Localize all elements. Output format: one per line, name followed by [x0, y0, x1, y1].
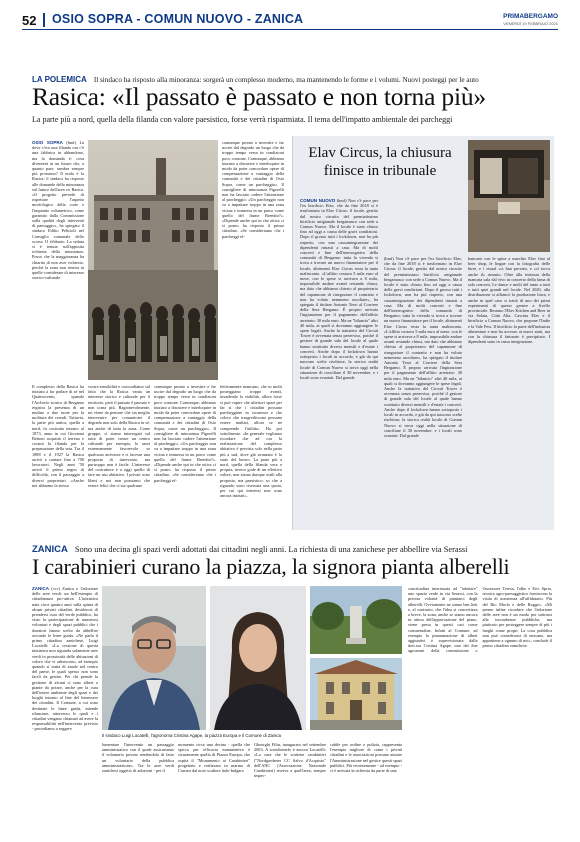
page-header — [0, 0, 580, 32]
story1-column-3: vostra sensibilità e concordiamo sul fatto che la Rasica vanta un interesse storico e culturale per il territorio, però il passato è passato e non torna più. Ragionevolmente, mi viene da pensare che sia meglio intervenire per comunicare il degrado non solo della Rasica in sé, ma anche di tutta la zona. Come gruppo, ci siamo interrogati sul tutto di poter creare un centro culturale per esempio, lo sarei estremamente favorevole se qualcuno arrivasse e ci facesse una proposta di intervento, ma purtroppo non è facile. L'interesse del costruttore è a oggi quello di fare un uso abitativo. I privati sono liberi e noi non possiamo che essere felici che ci sia qualcuno — [88, 384, 150, 488]
story1-column-4: comunque pronto a investire e far uscire dal degrado un luogo che da troppo tempo versa in condizioni poco consone. Comunque, abbiamo iniziato a discutere e interloquire in modo da poter concordare opere di compensazione a vantaggio della comunità e dei cittadini di Osio Sopra, come un parcheggio». Il consigliere di minoranza Pigorelli non ha lasciato cadere l'attenzione al parcheggio: «Un parcheggio non va a impattare troppo in una zona vicina e immersa in un parco come quello del fiume Brembo?». «Dipende anche qui in che ottica ci si pone» ha risposto il primo cittadino. «Se consideriamo che i parcheggi ef- — [154, 384, 216, 483]
story3-kicker-line — [32, 539, 552, 555]
story1-deck: La parte più a nord, quella della filanda con valore paesistico, forse verrà risparmiata. Il tema dell'impatto ambientale dei parcheggi — [32, 115, 453, 124]
story3-column-4: Gheorghi Filin, inaugurato nel settembre 2003. A sottolinearlo è ancora Locatelli: «La cura che le scatiene carabinieri ("Nordgardener CC Salvo d'Acquisto" dell'ANC (Associazione Nazionale Carabinieri) riserva a quell'area, sempre impec- — [254, 742, 326, 779]
piazza-europa-image — [310, 586, 402, 654]
story3-photo-comune — [310, 658, 402, 730]
story3-column-1: ZANICA (ccc) Zanica e l'adozione delle aree verdi: un bell'esempio di cittadinanza pro-attiva. L'iniziativa nata circa quattro anni sulla spinta di alcuni privati cittadini, desiderosi di prendersi cura del verde pubblico, ha visto la partecipazione di numerosi volontari e degli spazi pubblici che i donatori hanno scelto da abbellire secondo le linee guida. «Ne parla il primo cittadino zanichese, Luigi Locatelli: «La cessione di questa iniziativa non riguarda solamente aree verdi in prossimità delle abitazioni di coloro che vi aderiscono, ad esempio quando si tratta di aiuole nel centro del paese, le quali spesso non sono facili da gestire. Per chi prende la gestione di alcuni ci sono alberi o piante da potare, anche per la cura dell'intero ambiente degli spazi e dei luoghi intorno al fine del benessere dei cittadini. Il Comune, a cui sono destinate le linee guida, intende rilanciare, attraverso le quali e i cittadini vengano chiamati ad avere la responsabilità nell'intervento previsto - procediamo a reggere — [32, 586, 98, 732]
header-rule — [22, 29, 558, 30]
story1-column-5: fettivamente mancano, che in molti posteggiano troppo avanti, invadendo la viabilità, allora forse sì può capire che ulteriori spazi per far sì che i cittadini possano parcheggiare in sicurezza e che coloro che trasgrediscono possano essere multati, allora se ne comprende l'utilità». Ha poi sottolineato: «In generale vogliamo ricordare che ad ora la realizzazione del complesso abitativo è prevista solo nella parte più a sud, dove già avanzato è lo stato del lavoro. La parte più a nord, quella della filanda vera e propria, invece gode di un effettivo valore, non siamo dunque ostili alla proposta, ma paesistico: so che a riguardo sono riservata una quota, per cui qui interessi non sono ancora iniziati». — [220, 384, 282, 499]
story2-column-2: (bmf) Non c'è pace per l'ex birrificio Elav, che da fine 2018 si è trasformato in Elav Circus: il locale, gestito dal nostro circuito del premiatissimo birrificio artigianale bergamasco con sede a Comun Nuovo. Ma il locale è stato chiuso fino ad oggi a causa delle gravi condizioni. Dopo il grosso tutti i lockdown, non ha più riaperto, con una cassaintegrazione dei dipendenti rimasti a casa. Ma di molti concerti e fine dell'interrogativo della comunità di Bergamo: tutta la vicenda si trova a trovare un nuovo finanziatore per il locale, altrimenti Elav Circus resta la tanta malinconia. «L'affitto costava 5 mila euro al mese, con le spese si arrivava a 8 mila, impossibile andare avanti restando chiusi, ma dato che abbiamo chiesto al proprietario del capannone di rinegoziare il contratto e non ha voluto nemmeno ascoltare», ha spiegato il titolare Antonio Terzi al Corriere della Sera Bergamo. È proprio arrivata l'ingiunzione per il pagamento dell'affitto arretrato: 30 mila euro. Ma ne "bilancio" altri 40 mila, ai quali si dovranno aggiungere le spese legali. Anche la trattativa del Circuit Tower è avvenuta senza preavviso, poiché il gestore di grande sala del locale al quale hanno sostituito diversi mensili e d'estate i concerti. Anche dopo il lockdown hanno sottoposto i locali in accordo, e già da qui nascono scelte rischiose, la storica realtà locale di Comun Nuovo si trova oggi nella situazione di conciliare il 30 novembre, e i locali sono svuotati. Dal grande — [384, 256, 462, 438]
story3-photo-mayor — [102, 586, 206, 730]
story2-photo — [468, 140, 550, 252]
story3-photo-agronomist — [210, 586, 306, 730]
story3-caption: Il sindaco Luigi Locatelli, l'agronoma Cristina Agape, la piazza Europa e il Comune di Zanica — [102, 733, 282, 738]
story1-kicker-line — [32, 69, 552, 84]
story1-kicker-text: Il sindaco ha risposto alla minoranza: sorgerà un complesso moderno, ma mantenendo le forme e i volumi. Nuovi posteggi per le auto — [93, 76, 479, 84]
story3-headline: I carabinieri curano la piazza, la signora pianta alberelli — [32, 554, 510, 579]
section-title: OSIO SOPRA - COMUN NUOVO - ZANICA — [52, 12, 304, 26]
comune-zanica-image — [310, 658, 402, 730]
elav-circus-photo-image — [468, 140, 550, 252]
story3-dateline: ZANICA — [32, 586, 49, 591]
issue-date: VENERDÌ 19 FEBBRAIO 2021 — [503, 21, 558, 26]
story2-dateline: COMUN NUOVO — [300, 198, 336, 203]
brand-logo: PRIMABERGAMO — [503, 13, 558, 20]
story3-kicker: ZANICA — [32, 544, 68, 555]
story1-column-2: Il complesso della Rasica ha iniziato a far parlare di sé nel Quattrocento, quando l'Archivio storico di Bergamo registra la presenza di un mulino a due ruote per la molitura dei cereali. Tuttavia, la parte più antica, quella a nord, fu costruita intorno al 1873, anno in cui Giovanni Bettoni acquistò il terreno e costruì la filanda per la preparazione della seta. Tra il 1888 e il 1927 la Rasica arrivò a contare fino a 700 lavoratori. Negli anni '50 arrivò il primo segno di difficoltà, con il passaggio a diversi proprietari. «Anche noi abbiamo la stessa — [32, 384, 84, 488]
story1-headline: Rasica: «Il passato è passato e non torna più» — [32, 82, 486, 111]
story3-photo-piazza — [310, 586, 402, 654]
story3-column-3: momento circa una decina - quella che spicca per efficacia manutentiva è sicuramente quella di Piazza Europa, che ospita il "Monumento ai Carabinieri" progettato e realizzato in marmo di Carrara dal noto scultore italo-bulgaro — [178, 742, 250, 774]
story1-column-side: comunque pronto a investire e far uscire dal degrado un luogo che da troppo tempo versa in condizioni poco consone. Comunque, abbiamo iniziato a discutere e interloquire in modo da poter concordare opere di compensazione a vantaggio della comunità e dei cittadini di Osio Sopra, come un parcheggio». Il consigliere di minoranza Pigorelli non ha lasciato cadere l'attenzione al parcheggio: «Un parcheggio non va a impattare troppo in una zona vicina e immersa in un parco come quello del fiume Brembo?». «Dipende anche qui in che ottica ci si pone» ha risposto il primo cittadino. «Se consideriamo che i parcheggi ef- — [222, 140, 284, 239]
story1-kicker: LA POLEMICA — [32, 75, 87, 84]
mayor-portrait-image — [102, 586, 206, 730]
story2-headline: Elav Circus, la chiusura finisce in tribunale — [308, 145, 452, 179]
story3-column-5: cabile per ordine e pulizia, rappresenta l'esempio migliore di come i privati cittadini e le associazioni possano aiutare l'Amministrazione nel gestire questi spazi pubblici. Più recentemente - ad esempio - ci è arrivata la richiesta da parte di una — [330, 742, 402, 774]
story3-kicker-text: Sono una decina gli spazi verdi adottati dai cittadini negli anni. La richiesta di una zanichese per abbellire via Serassi — [74, 545, 468, 554]
story2-column-1: COMUN NUOVO (bmf) Non c'è pace per l'ex birrificio Elav, che da fine 2018 si è trasformato in Elav Circus: il locale, gestito dal nostro circuito del premiatissimo birrificio artigianale bergamasco con sede a Comun Nuovo. Ma il locale è stato chiuso fino ad oggi a causa delle gravi condizioni. Dopo il grosso tutti i lockdown, non ha più riaperto, con una cassaintegrazione dei dipendenti rimasti a casa. Ma di molti concerti e fine dell'interrogativo della comunità di Bergamo: tutta la vicenda si trova a trovare un nuovo finanziatore per il locale, altrimenti Elav Circus resta la tanta malinconia. «L'affitto costava 5 mila euro al mese, con le spese si arrivava a 8 mila, impossibile andare avanti restando chiusi, ma dato che abbiamo chiesto al proprietario del capannone di rinegoziare il contratto e non ha voluto nemmeno ascoltare», ha spiegato il titolare Antonio Terzi al Corriere della Sera Bergamo. È proprio arrivata l'ingiunzione per il pagamento dell'affitto arretrato: 30 mila euro. Ma ne "bilancio" altri 40 mila, ai quali si dovranno aggiungere le spese legali. Anche la trattativa del Circuit Tower è avvenuta senza preavviso, poiché il gestore di grande sala del locale al quale hanno sostituito diversi mensili e d'estate i concerti. Anche dopo il lockdown hanno sottoposto i locali in accordo, e già da qui nascono scelte rischiose, la storica realtà locale di Comun Nuovo si trova oggi nella situazione di conciliare il 30 novembre, e i locali sono svuotati. Dal grande — [300, 198, 378, 380]
story1-column-1: OSIO SOPRA (bmf) Là dove c'era una filanda ora c'è una fabbrica in abbandono, ma la domanda è: cosa diventerà in un futuro che, a quanto pare, sembra sempre più prossimo? Il nodo è la Rasica: il sindaco ha risposto alle domande della minoranza sul futuro dell'area ex Rasica. «Il progetto prevede di rispettare l'aspetto morfologico della corte e l'impianto volumetrico, come garantito dalla Commissione sulla qualità degli interventi di paesaggio», ha spiegato il sindaco Edilio Pelicioli nel Consiglio comunale dello scorso 11 febbraio. La seduta si è tenuta sull'apposita richiesta della minoranza. Posso che la maggioranza ha chiarito di non aver richiesto, perché la zona non rientra in quelle considerate di interesse storico-culturale. — [32, 140, 84, 281]
story3-column-6: concittadina interessata ad "adottare" uno spazio verde in via Serassi, con la precisa volontà di piantarci degli alberelli. Ovviamente ne siamo ben lieti e, al contrario, che l'idea si concretizza a breve, la zona, anche se siamo ancora in attesa dell'approvazione del piano, viene presa in questi casi come consuetudine. Infatti al Comune: ad esempio la piantumazione di alberi aggiuntivi è supervisionata dalla dott.ssa Cristina Agape, uno dei due agronomi della commissione o l'assessore Teresa, l'albo e Eric Sprio, tecnico agro-paesaggistico forniscono la visita di assistenza all'affidatario. Più del Rio Morla e delle Rogge». «Mi preme infine ricordare che l'adozione delle aree non è un modo per sottrarsi alle incombenze pubbliche, ma piuttosto per proteggere sempre di più i luoghi come propri. La cosa pubblica non può considerarsi di nessuno, ma appartiene a ognuno di noi», conclude il primo cittadino zanichese. — [408, 586, 552, 654]
story3-column-2: lumentare l'intervento un passaggio amministrativo con il quale assicuriamo il volontario privato rendendolo di fatto un volontario della pubblica amministrazione». Tra le aree verdi zanichesi oggetto di adozioni - per il — [102, 742, 174, 774]
story1-photo — [88, 140, 218, 380]
filanda-photo-image — [88, 140, 218, 380]
page-number: 52 — [22, 13, 37, 28]
story1-dateline: OSIO SOPRA — [32, 140, 63, 145]
story2-column-3: bancone con le spine a marchio Elav fino al beer shop, le lingue con la fotografia delle birre, e i visual «ci han provato, e «ci tocca anche il» rimasto. Oltre alla tristezza della mancata sala dal vivo in concerto della fama di sala concerti, Le dance e molti del tanto a tutti e tutti quei grandi nel locale. Nel 2020, alla distribuzione si affiancò la produzione birra, e anche in quel caso si trattò di uno dei primi esperimenti di questo genere a livello provinciale. Restano l'Elav Kitchen and Beer in via Solata, Città Alta, Cascina Elav e il birrificio a Comun Nuovo, che propone l'Indie e la Vale Fest. Il birrificio fa parte dell'industria alimentare e non ha accesso ai nuovi aiuti, ma con la chiusura il fatturato è precipitato. I dipendenti sono in cassa integrazione. — [468, 256, 550, 345]
agronomist-portrait-image — [210, 586, 306, 730]
